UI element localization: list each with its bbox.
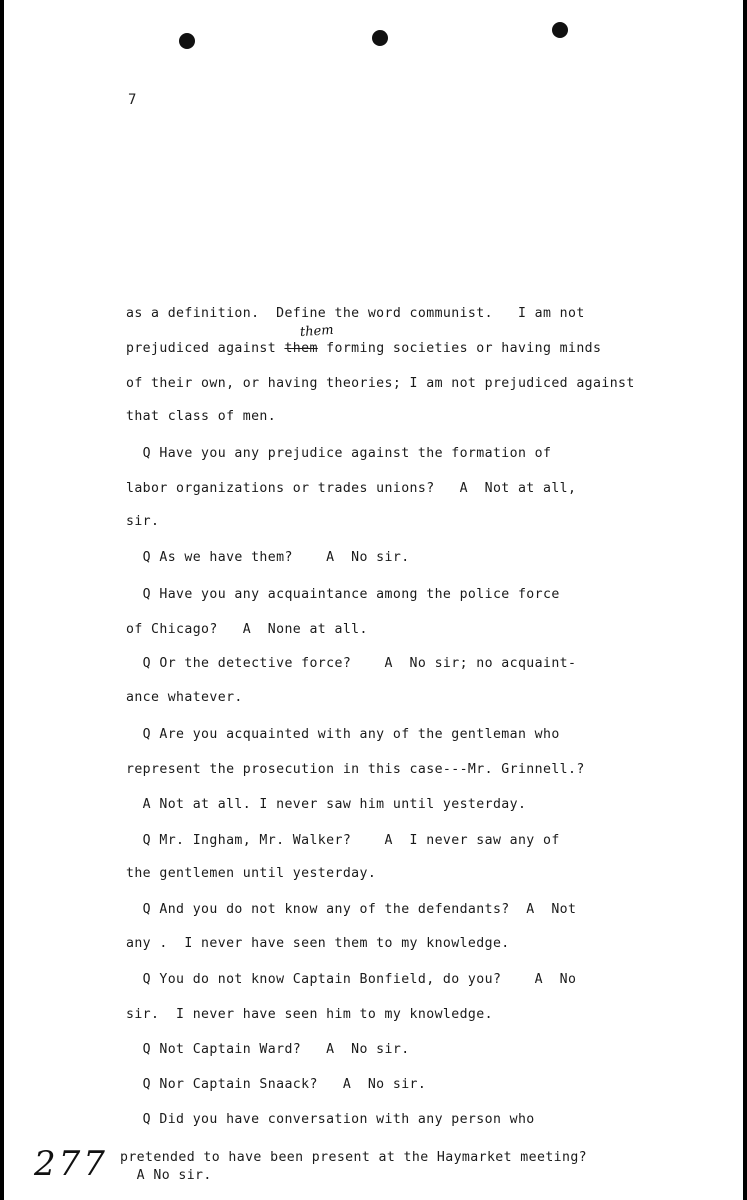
text-line-26: A No sir. bbox=[120, 1168, 212, 1183]
text-line-7: sir. bbox=[126, 514, 160, 529]
text-line-8: Q As we have them? A No sir. bbox=[126, 550, 410, 565]
struck-word: them bbox=[284, 341, 318, 356]
text-line-2-end: forming societies or having minds bbox=[317, 341, 602, 356]
text-line-2 bbox=[126, 341, 601, 356]
text-line-19: any . I never have seen them to my knowledge. bbox=[126, 936, 510, 951]
text-line-21: sir. I never have seen him to my knowledge. bbox=[126, 1007, 493, 1022]
margin-number: 277 bbox=[34, 1144, 108, 1184]
text-line-16: Q Mr. Ingham, Mr. Walker? A I never saw any of bbox=[126, 833, 560, 848]
text-line-1: as a definition. Define the word communist. I am not bbox=[126, 306, 585, 321]
text-line-10: of Chicago? A None at all. bbox=[126, 622, 368, 637]
text-line-17: the gentlemen until yesterday. bbox=[126, 866, 377, 881]
text-line-6: labor organizations or trades unions? A Not at all, bbox=[126, 481, 577, 496]
punch-hole-center bbox=[372, 30, 388, 46]
text-line-15: A Not at all. I never saw him until yesterday. bbox=[126, 797, 527, 812]
text-line-3: of their own, or having theories; I am not prejudiced against bbox=[126, 376, 635, 391]
text-line-4: that class of men. bbox=[126, 409, 277, 424]
text-line-22: Q Not Captain Ward? A No sir. bbox=[126, 1042, 410, 1057]
text-line-2-start: prejudiced against bbox=[126, 341, 285, 356]
page-number: 7 bbox=[128, 92, 137, 108]
text-line-12: ance whatever. bbox=[126, 690, 243, 705]
text-line-18: Q And you do not know any of the defendants? A Not bbox=[126, 902, 577, 917]
text-line-20: Q You do not know Captain Bonfield, do you? A No bbox=[126, 972, 577, 987]
text-line-24: Q Did you have conversation with any person who bbox=[126, 1112, 535, 1127]
punch-hole-left bbox=[179, 33, 195, 49]
document-page bbox=[4, 0, 743, 1200]
text-line-9: Q Have you any acquaintance among the police force bbox=[126, 587, 560, 602]
punch-hole-right bbox=[552, 22, 568, 38]
text-line-14: represent the prosecution in this case---Mr. Grinnell.? bbox=[126, 762, 585, 777]
text-line-5: Q Have you any prejudice against the formation of bbox=[126, 446, 552, 461]
text-line-13: Q Are you acquainted with any of the gentleman who bbox=[126, 727, 560, 742]
handwritten-insertion: them bbox=[299, 322, 335, 341]
text-line-25: pretended to have been present at the Haymarket meeting? bbox=[120, 1150, 588, 1165]
text-line-11: Q Or the detective force? A No sir; no acquaint- bbox=[126, 656, 577, 671]
text-line-23: Q Nor Captain Snaack? A No sir. bbox=[126, 1077, 427, 1092]
